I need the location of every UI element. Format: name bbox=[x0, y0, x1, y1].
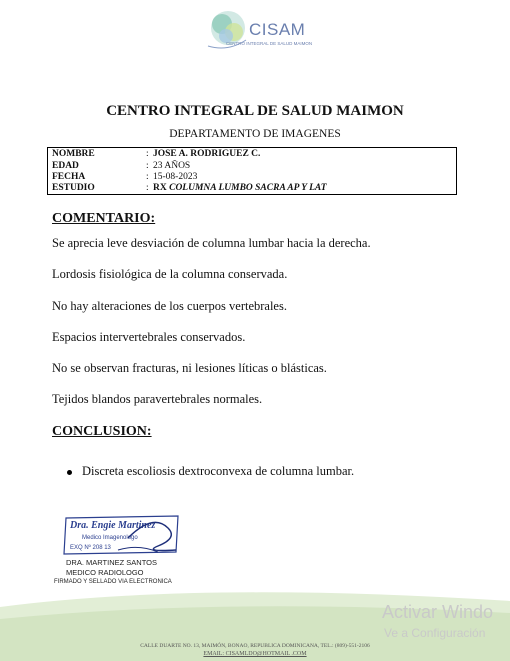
finding-paragraph: Se aprecia leve desviación de columna lumbar hacia la derecha. bbox=[52, 236, 371, 250]
info-separator: : bbox=[146, 161, 149, 171]
info-label: FECHA bbox=[52, 172, 86, 182]
finding-paragraph: Espacios intervertebrales conservados. bbox=[52, 330, 246, 344]
stamp-role: Medico Imagenologo bbox=[82, 535, 138, 541]
comment-heading: COMENTARIO: bbox=[52, 211, 156, 226]
logo-wordmark: CISAM bbox=[249, 20, 306, 39]
conclusion-item: Discreta escoliosis dextroconvexa de columna lumbar. bbox=[82, 464, 355, 478]
patient-info-box bbox=[47, 147, 457, 195]
patient-age: 23 AÑOS bbox=[153, 161, 191, 171]
logo-tagline: CENTRO INTEGRAL DE SALUD MAIMON bbox=[226, 41, 313, 46]
finding-paragraph: Tejidos blandos paravertebrales normales. bbox=[52, 392, 263, 406]
footer-address: CALLE DUARTE NO. 13, MAIMÓN, BONAO, REPUBLICA DOMINICANA, TEL.: (809)-551-2106 bbox=[140, 643, 370, 649]
study-name: COLUMNA LUMBO SACRA AP Y LAT bbox=[169, 183, 327, 193]
study-date: 15-08-2023 bbox=[153, 172, 198, 182]
stamp-name: Dra. Engie Martinez bbox=[70, 520, 156, 531]
finding-paragraph: No se observan fracturas, ni lesiones líticas o blásticas. bbox=[52, 361, 327, 375]
info-separator: : bbox=[146, 172, 149, 182]
info-label: EDAD bbox=[52, 161, 79, 171]
finding-paragraph: Lordosis fisiológica de la columna conservada. bbox=[52, 267, 288, 281]
study-type bbox=[153, 183, 327, 194]
info-label: NOMBRE bbox=[52, 149, 95, 159]
signer-name: DRA. MARTINEZ SANTOS bbox=[66, 558, 157, 567]
bullet-icon bbox=[67, 470, 72, 475]
signature-note: FIRMADO Y SELLADO VIA ELECTRONICA bbox=[54, 579, 172, 585]
activation-watermark-subtitle: Ve a Configuración bbox=[384, 626, 486, 640]
page-title: CENTRO INTEGRAL DE SALUD MAIMON bbox=[106, 103, 404, 119]
info-separator: : bbox=[146, 149, 149, 159]
signer-title: MEDICO RADIOLOGO bbox=[66, 568, 144, 577]
stamp-exq: EXQ Nº 208 13 bbox=[70, 545, 111, 551]
patient-name: JOSE A. RODRIGUEZ C. bbox=[153, 149, 261, 159]
study-prefix: RX bbox=[153, 183, 167, 193]
activation-watermark-title: Activar Windo bbox=[382, 602, 494, 622]
info-label: ESTUDIO bbox=[52, 183, 95, 193]
department-subtitle: DEPARTAMENTO DE IMAGENES bbox=[169, 128, 341, 140]
finding-paragraph: No hay alteraciones de los cuerpos vertebrales. bbox=[52, 299, 287, 313]
info-separator: : bbox=[146, 183, 149, 193]
conclusion-heading: CONCLUSION: bbox=[52, 424, 152, 439]
signature-stamp bbox=[58, 508, 188, 560]
footer-wave bbox=[0, 585, 510, 661]
footer-email: EMAIL: CISAMLDO@HOTMAIL .COM bbox=[203, 651, 307, 657]
